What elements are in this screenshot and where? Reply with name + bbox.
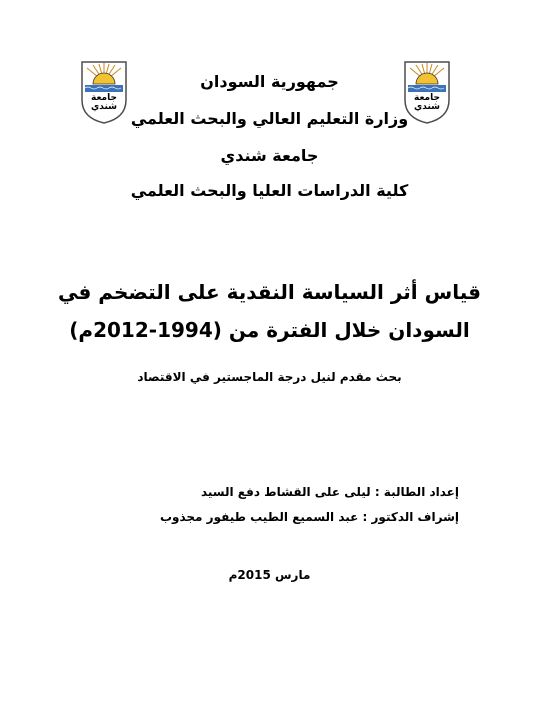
supervisor-line: إشراف الدكتور : عبد السميع الطيب طيفور مجذوب <box>159 510 459 524</box>
emblem-text-line2: شندي <box>91 102 117 112</box>
emblem-text-line1: جامعة <box>414 93 440 103</box>
country-name: جمهورية السودان <box>200 72 339 91</box>
student-line: إعداد الطالبة : ليلى على القشاط دفع السيد <box>200 485 459 499</box>
college-name: كلية الدراسات العليا والبحث العلمي <box>130 181 409 200</box>
university-name: جامعة شندي <box>220 146 319 165</box>
thesis-subtitle: بحث مقدم لنيل درجة الماجستير في الاقتصاد <box>137 370 402 384</box>
ministry-name: وزارة التعليم العالي والبحث العلمي <box>130 109 409 128</box>
thesis-title-line1: قياس أثر السياسة النقدية على التضخم في <box>58 280 481 304</box>
thesis-title-line2: السودان خلال الفترة من (1994-2012م) <box>69 318 470 342</box>
emblem-text-line2: شندي <box>414 102 440 112</box>
submission-date: مارس 2015م <box>228 568 311 582</box>
emblem-text-line1: جامعة <box>91 93 117 103</box>
